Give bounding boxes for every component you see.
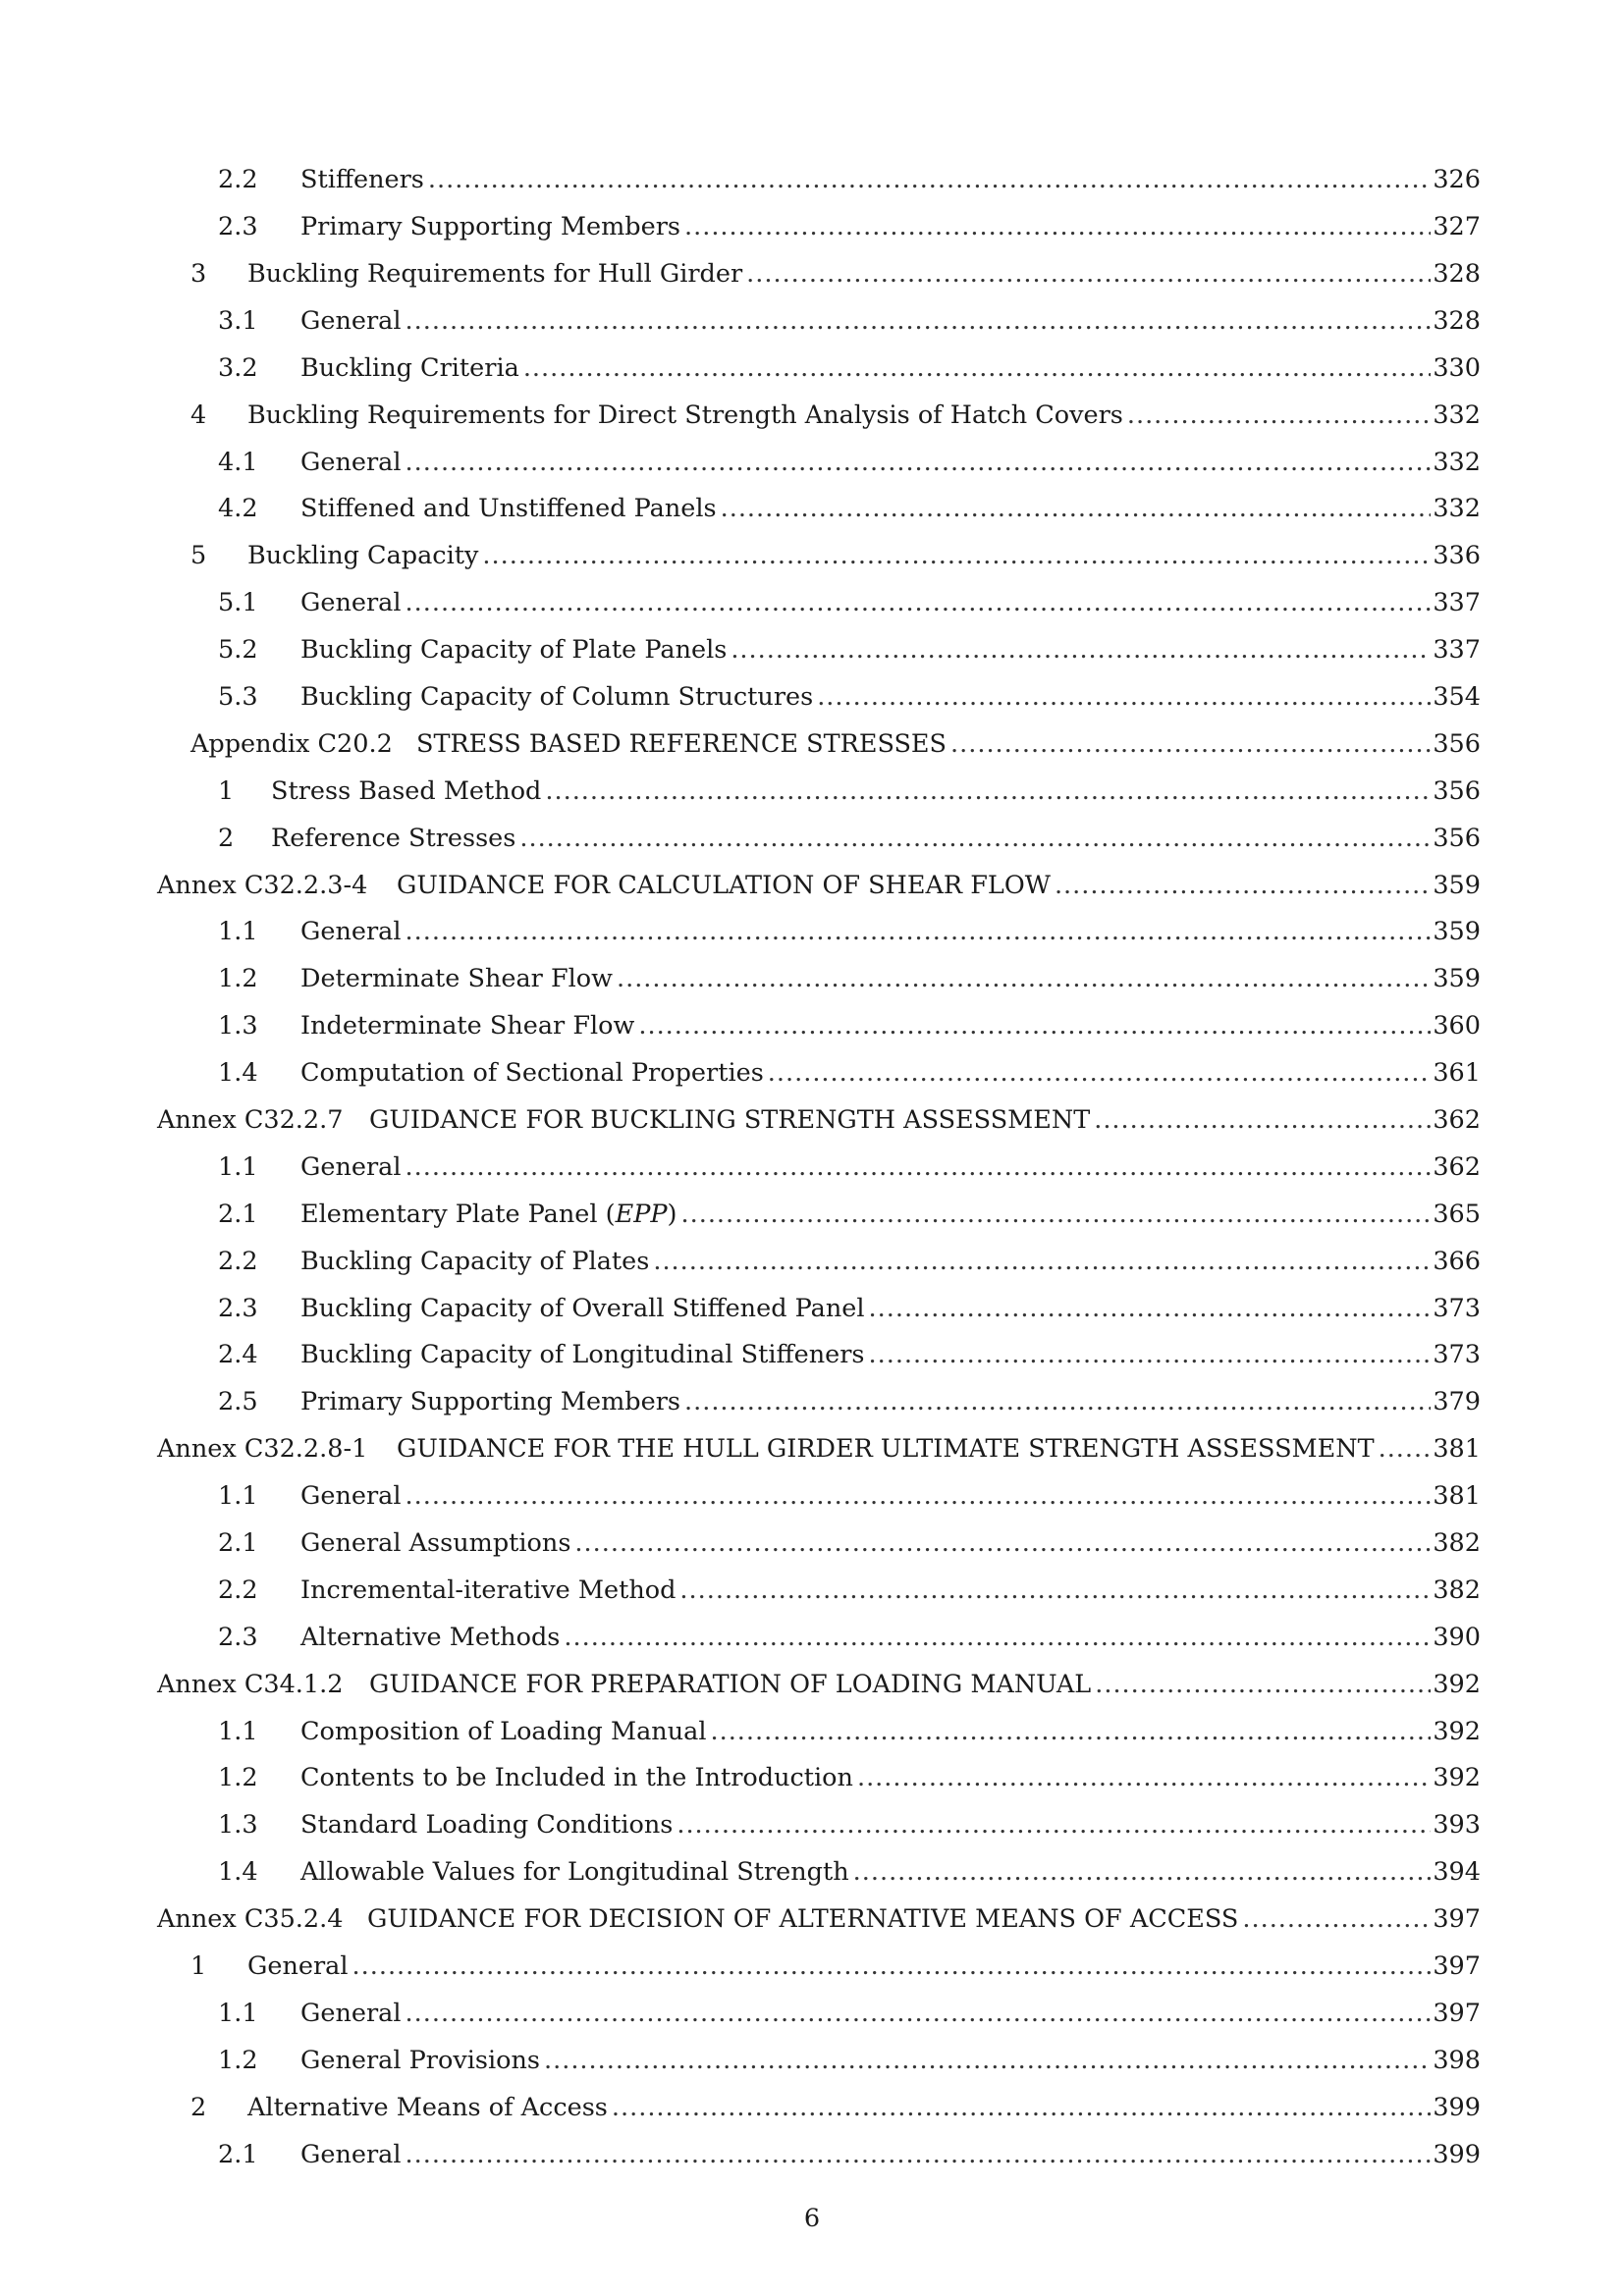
toc-entry-title: Buckling Capacity of Plate Panels — [300, 635, 728, 666]
toc-entry-page: 362 — [1433, 1151, 1481, 1182]
dot-leader — [731, 638, 1431, 664]
toc-entry-number: 2.1 — [218, 1199, 258, 1229]
toc-entry-page: 390 — [1433, 1622, 1481, 1652]
table-of-contents — [0, 157, 1624, 2178]
toc-entry-title: Contents to be Included in the Introduction — [300, 1763, 853, 1793]
dot-leader — [721, 497, 1432, 522]
dot-leader — [352, 1954, 1432, 1980]
toc-entry-number: 2.5 — [218, 1387, 258, 1417]
toc-entry-page: 360 — [1433, 1011, 1481, 1041]
toc-entry-number: 3.1 — [218, 305, 258, 336]
toc-entry-title: Buckling Capacity — [247, 541, 479, 571]
toc-entry[interactable] — [0, 1991, 1624, 2038]
toc-entry[interactable] — [0, 2131, 1624, 2178]
toc-entry-number: 2.2 — [218, 1575, 258, 1605]
toc-entry-page: 359 — [1433, 917, 1481, 947]
toc-entry-title: Buckling Criteria — [300, 352, 519, 383]
toc-entry-title: Buckling Capacity of Longitudinal Stiffeners — [300, 1340, 865, 1370]
toc-entry-title: General — [300, 1481, 402, 1512]
toc-entry-number: Annex C35.2.4 — [157, 1904, 344, 1935]
toc-entry-page: 398 — [1433, 2045, 1481, 2075]
toc-entry[interactable] — [0, 909, 1624, 956]
toc-entry-number: 1.3 — [218, 1810, 258, 1841]
toc-entry[interactable] — [0, 533, 1624, 580]
toc-entry-number: 1.2 — [218, 2045, 258, 2075]
dot-leader — [817, 685, 1431, 711]
dot-leader — [853, 1860, 1432, 1886]
toc-entry[interactable] — [0, 1379, 1624, 1426]
toc-entry-number: 2.4 — [218, 1340, 258, 1370]
toc-entry-page: 373 — [1433, 1340, 1481, 1370]
toc-entry-page: 330 — [1433, 352, 1481, 383]
toc-entry-page: 332 — [1433, 494, 1481, 524]
toc-entry-number: 1.1 — [218, 1998, 258, 2028]
toc-entry[interactable] — [0, 1615, 1624, 1662]
dot-leader — [519, 827, 1431, 852]
toc-entry-page: 373 — [1433, 1293, 1481, 1323]
toc-entry-number: 5 — [190, 541, 207, 571]
toc-entry-title: Primary Supporting Members — [300, 212, 680, 242]
toc-entry-page: 392 — [1433, 1763, 1481, 1793]
toc-entry-page: 397 — [1433, 1904, 1481, 1935]
toc-entry[interactable] — [0, 1473, 1624, 1521]
dot-leader — [545, 779, 1431, 805]
dot-leader — [406, 1155, 1432, 1181]
toc-entry-title: General Provisions — [300, 2045, 540, 2075]
toc-entry-page: 381 — [1433, 1481, 1481, 1512]
toc-entry-page: 337 — [1433, 588, 1481, 618]
toc-entry-title: Standard Loading Conditions — [300, 1810, 674, 1841]
toc-entry-title: Stress Based Method — [271, 775, 542, 806]
toc-entry-number: 5.2 — [218, 635, 258, 666]
toc-entry-number: 1.2 — [218, 964, 258, 994]
toc-entry-page: 356 — [1433, 823, 1481, 853]
toc-entry-page: 397 — [1433, 1998, 1481, 2028]
toc-entry[interactable] — [0, 1568, 1624, 1615]
toc-entry-title: GUIDANCE FOR CALCULATION OF SHEAR FLOW — [397, 870, 1051, 900]
dot-leader — [684, 215, 1431, 240]
toc-entry-annex[interactable] — [0, 1896, 1624, 1944]
dot-leader — [406, 451, 1432, 476]
toc-entry[interactable] — [0, 486, 1624, 533]
dot-leader — [1094, 1108, 1431, 1134]
toc-entry-title — [300, 1199, 677, 1229]
toc-entry-number: 4.2 — [218, 494, 258, 524]
toc-entry-title: Computation of Sectional Properties — [300, 1058, 764, 1089]
toc-entry-title-text: Elementary Plate Panel ( — [300, 1199, 616, 1229]
dot-leader — [612, 2096, 1431, 2121]
dot-leader — [406, 1484, 1432, 1510]
toc-entry[interactable] — [0, 1332, 1624, 1379]
toc-entry[interactable] — [0, 298, 1624, 346]
toc-entry-number: 2 — [218, 823, 235, 853]
toc-entry-title: Composition of Loading Manual — [300, 1716, 707, 1746]
toc-entry-title: General — [300, 2139, 402, 2169]
dot-leader — [950, 732, 1431, 758]
toc-entry-title: Buckling Requirements for Hull Girder — [247, 258, 743, 289]
dot-leader — [857, 1766, 1431, 1791]
toc-entry-title: Reference Stresses — [271, 823, 516, 853]
toc-entry[interactable] — [0, 580, 1624, 627]
toc-entry-annex[interactable] — [0, 862, 1624, 909]
toc-entry-number: 3.2 — [218, 352, 258, 383]
toc-entry-number: 3 — [190, 258, 207, 289]
dot-leader — [428, 168, 1431, 193]
toc-entry-title: Stiffened and Unstiffened Panels — [300, 494, 717, 524]
toc-entry-annex[interactable] — [0, 1662, 1624, 1709]
toc-entry-title: Indeterminate Shear Flow — [300, 1011, 635, 1041]
toc-entry[interactable] — [0, 1944, 1624, 1991]
dot-leader — [1055, 874, 1431, 899]
dot-leader — [768, 1061, 1432, 1087]
dot-leader — [677, 1813, 1431, 1839]
toc-entry-page: 328 — [1433, 258, 1481, 289]
dot-leader — [564, 1626, 1431, 1651]
toc-entry-number: 2.3 — [218, 1622, 258, 1652]
toc-entry-appendix[interactable] — [0, 721, 1624, 769]
toc-entry-number: 1.3 — [218, 1011, 258, 1041]
toc-entry-title: GUIDANCE FOR DECISION OF ALTERNATIVE MEANS OF ACCESS — [367, 1904, 1239, 1935]
toc-entry[interactable] — [0, 1285, 1624, 1332]
toc-entry[interactable] — [0, 1050, 1624, 1097]
toc-entry[interactable] — [0, 1145, 1624, 1192]
toc-entry[interactable] — [0, 392, 1624, 439]
dot-leader — [544, 2049, 1431, 2074]
toc-entry-title: General — [300, 447, 402, 477]
dot-leader — [617, 967, 1431, 992]
toc-entry-number: 1.4 — [218, 1857, 258, 1888]
dot-leader — [406, 591, 1432, 616]
toc-entry-page: 327 — [1433, 212, 1481, 242]
dot-leader — [684, 1390, 1431, 1415]
dot-leader — [869, 1343, 1432, 1368]
dot-leader — [1095, 1673, 1431, 1698]
toc-entry-page: 392 — [1433, 1716, 1481, 1746]
toc-entry[interactable] — [0, 346, 1624, 393]
toc-entry[interactable] — [0, 1238, 1624, 1285]
toc-entry-title: Buckling Capacity of Overall Stiffened Panel — [300, 1293, 865, 1323]
dot-leader — [869, 1297, 1432, 1322]
toc-entry-title: Allowable Values for Longitudinal Strength — [300, 1857, 849, 1888]
toc-entry-number: Annex C32.2.7 — [157, 1105, 344, 1135]
toc-entry[interactable] — [0, 769, 1624, 816]
toc-entry-page: 354 — [1433, 681, 1481, 712]
toc-entry-annex[interactable] — [0, 1426, 1624, 1473]
toc-entry[interactable] — [0, 1708, 1624, 1755]
dot-leader — [406, 2002, 1432, 2027]
toc-entry-page: 394 — [1433, 1857, 1481, 1888]
dot-leader — [681, 1202, 1432, 1228]
toc-entry-page: 366 — [1433, 1246, 1481, 1276]
toc-entry-annex[interactable] — [0, 1097, 1624, 1145]
toc-entry[interactable] — [0, 2038, 1624, 2085]
toc-entry-number: 1.1 — [218, 917, 258, 947]
toc-entry-title: General — [300, 305, 402, 336]
toc-entry-page: 332 — [1433, 447, 1481, 477]
toc-entry-title: Alternative Means of Access — [247, 2092, 608, 2122]
toc-entry-number: 4.1 — [218, 447, 258, 477]
toc-entry-page: 336 — [1433, 541, 1481, 571]
toc-entry-number: 1 — [190, 1951, 207, 1982]
toc-entry-title: Stiffeners — [300, 165, 424, 195]
toc-entry[interactable] — [0, 674, 1624, 721]
toc-entry-title: General — [300, 917, 402, 947]
page-number: 6 — [803, 2204, 821, 2233]
toc-entry-number: 2.3 — [218, 1293, 258, 1323]
toc-entry-page: 332 — [1433, 400, 1481, 430]
toc-entry-page: 328 — [1433, 305, 1481, 336]
toc-entry-number: 2.2 — [218, 1246, 258, 1276]
toc-entry-page: 326 — [1433, 165, 1481, 195]
toc-entry-number: 1.1 — [218, 1481, 258, 1512]
dot-leader — [523, 356, 1432, 382]
toc-entry-number: Appendix C20.2 — [190, 728, 393, 759]
dot-leader — [406, 920, 1432, 945]
toc-entry-number: 1.1 — [218, 1716, 258, 1746]
toc-entry-page: 362 — [1433, 1105, 1481, 1135]
toc-entry-page: 359 — [1433, 964, 1481, 994]
toc-entry-number: 2 — [190, 2092, 207, 2122]
toc-entry-title-suffix: ) — [667, 1199, 677, 1229]
dot-leader — [482, 544, 1431, 569]
toc-entry-title: Primary Supporting Members — [300, 1387, 680, 1417]
toc-entry-number: 4 — [190, 400, 207, 430]
toc-entry-number: 2.1 — [218, 2139, 258, 2169]
toc-entry[interactable] — [0, 1755, 1624, 1802]
toc-entry-number: Annex C32.2.8-1 — [157, 1434, 368, 1465]
toc-entry-page: 379 — [1433, 1387, 1481, 1417]
toc-entry-title: General — [300, 1998, 402, 2028]
toc-entry[interactable] — [0, 204, 1624, 251]
toc-entry-number: 2.2 — [218, 165, 258, 195]
toc-entry[interactable] — [0, 1849, 1624, 1896]
toc-entry-title: GUIDANCE FOR PREPARATION OF LOADING MANUAL — [369, 1669, 1092, 1699]
toc-entry-title: Buckling Capacity of Plates — [300, 1246, 650, 1276]
toc-entry-title: GUIDANCE FOR BUCKLING STRENGTH ASSESSMENT — [369, 1105, 1091, 1135]
dot-leader — [653, 1250, 1431, 1275]
toc-entry[interactable] — [0, 2085, 1624, 2132]
toc-entry-page: 397 — [1433, 1951, 1481, 1982]
toc-entry-number: 2.1 — [218, 1528, 258, 1559]
toc-entry-page: 399 — [1433, 2139, 1481, 2169]
toc-entry-title: General — [300, 588, 402, 618]
dot-leader — [746, 262, 1431, 288]
toc-entry[interactable] — [0, 815, 1624, 862]
toc-entry-number: 1.1 — [218, 1151, 258, 1182]
toc-entry[interactable] — [0, 956, 1624, 1003]
toc-entry-page: 356 — [1433, 775, 1481, 806]
toc-entry-title: Buckling Requirements for Direct Strength Analysis of Hatch Covers — [247, 400, 1123, 430]
toc-entry-title: General — [247, 1951, 349, 1982]
toc-entry-page: 337 — [1433, 635, 1481, 666]
toc-entry[interactable] — [0, 251, 1624, 298]
toc-entry-title: Incremental-iterative Method — [300, 1575, 677, 1605]
toc-entry-title: STRESS BASED REFERENCE STRESSES — [416, 728, 947, 759]
toc-entry-page: 393 — [1433, 1810, 1481, 1841]
toc-entry-number: 1 — [218, 775, 235, 806]
toc-entry-title: GUIDANCE FOR THE HULL GIRDER ULTIMATE STRENGTH ASSESSMENT — [397, 1434, 1375, 1465]
toc-entry-page: 381 — [1433, 1434, 1481, 1465]
toc-entry[interactable] — [0, 1192, 1624, 1239]
toc-entry[interactable] — [0, 1521, 1624, 1568]
dot-leader — [406, 309, 1432, 335]
toc-entry-number: 1.2 — [218, 1763, 258, 1793]
toc-entry-page: 392 — [1433, 1669, 1481, 1699]
dot-leader — [574, 1531, 1431, 1557]
toc-entry-page: 356 — [1433, 728, 1481, 759]
dot-leader — [710, 1720, 1431, 1745]
toc-entry-number: Annex C34.1.2 — [157, 1669, 344, 1699]
toc-entry-page: 399 — [1433, 2092, 1481, 2122]
toc-entry[interactable] — [0, 157, 1624, 204]
toc-entry[interactable] — [0, 1802, 1624, 1849]
toc-entry-number: 5.3 — [218, 681, 258, 712]
toc-entry-number: 5.1 — [218, 588, 258, 618]
toc-entry-page: 382 — [1433, 1575, 1481, 1605]
toc-entry-title: General — [300, 1151, 402, 1182]
dot-leader — [1127, 403, 1431, 429]
toc-entry-title: Alternative Methods — [300, 1622, 561, 1652]
toc-entry[interactable] — [0, 439, 1624, 486]
toc-entry-page: 365 — [1433, 1199, 1481, 1229]
dot-leader — [1379, 1437, 1432, 1463]
toc-entry-page: 361 — [1433, 1058, 1481, 1089]
toc-entry-number: Annex C32.2.3-4 — [157, 870, 368, 900]
toc-entry-number: 2.3 — [218, 212, 258, 242]
dot-leader — [1242, 1907, 1431, 1933]
dot-leader — [406, 2143, 1432, 2168]
toc-entry-page: 382 — [1433, 1528, 1481, 1559]
toc-entry-title: General Assumptions — [300, 1528, 571, 1559]
toc-entry[interactable] — [0, 627, 1624, 674]
toc-entry-title: Buckling Capacity of Column Structures — [300, 681, 814, 712]
toc-entry-title: Determinate Shear Flow — [300, 964, 613, 994]
toc-entry[interactable] — [0, 1003, 1624, 1050]
toc-entry-title-abbrev: EPP — [615, 1199, 668, 1229]
toc-entry-number: 1.4 — [218, 1058, 258, 1089]
dot-leader — [638, 1014, 1431, 1040]
dot-leader — [679, 1578, 1431, 1604]
toc-entry-page: 359 — [1433, 870, 1481, 900]
